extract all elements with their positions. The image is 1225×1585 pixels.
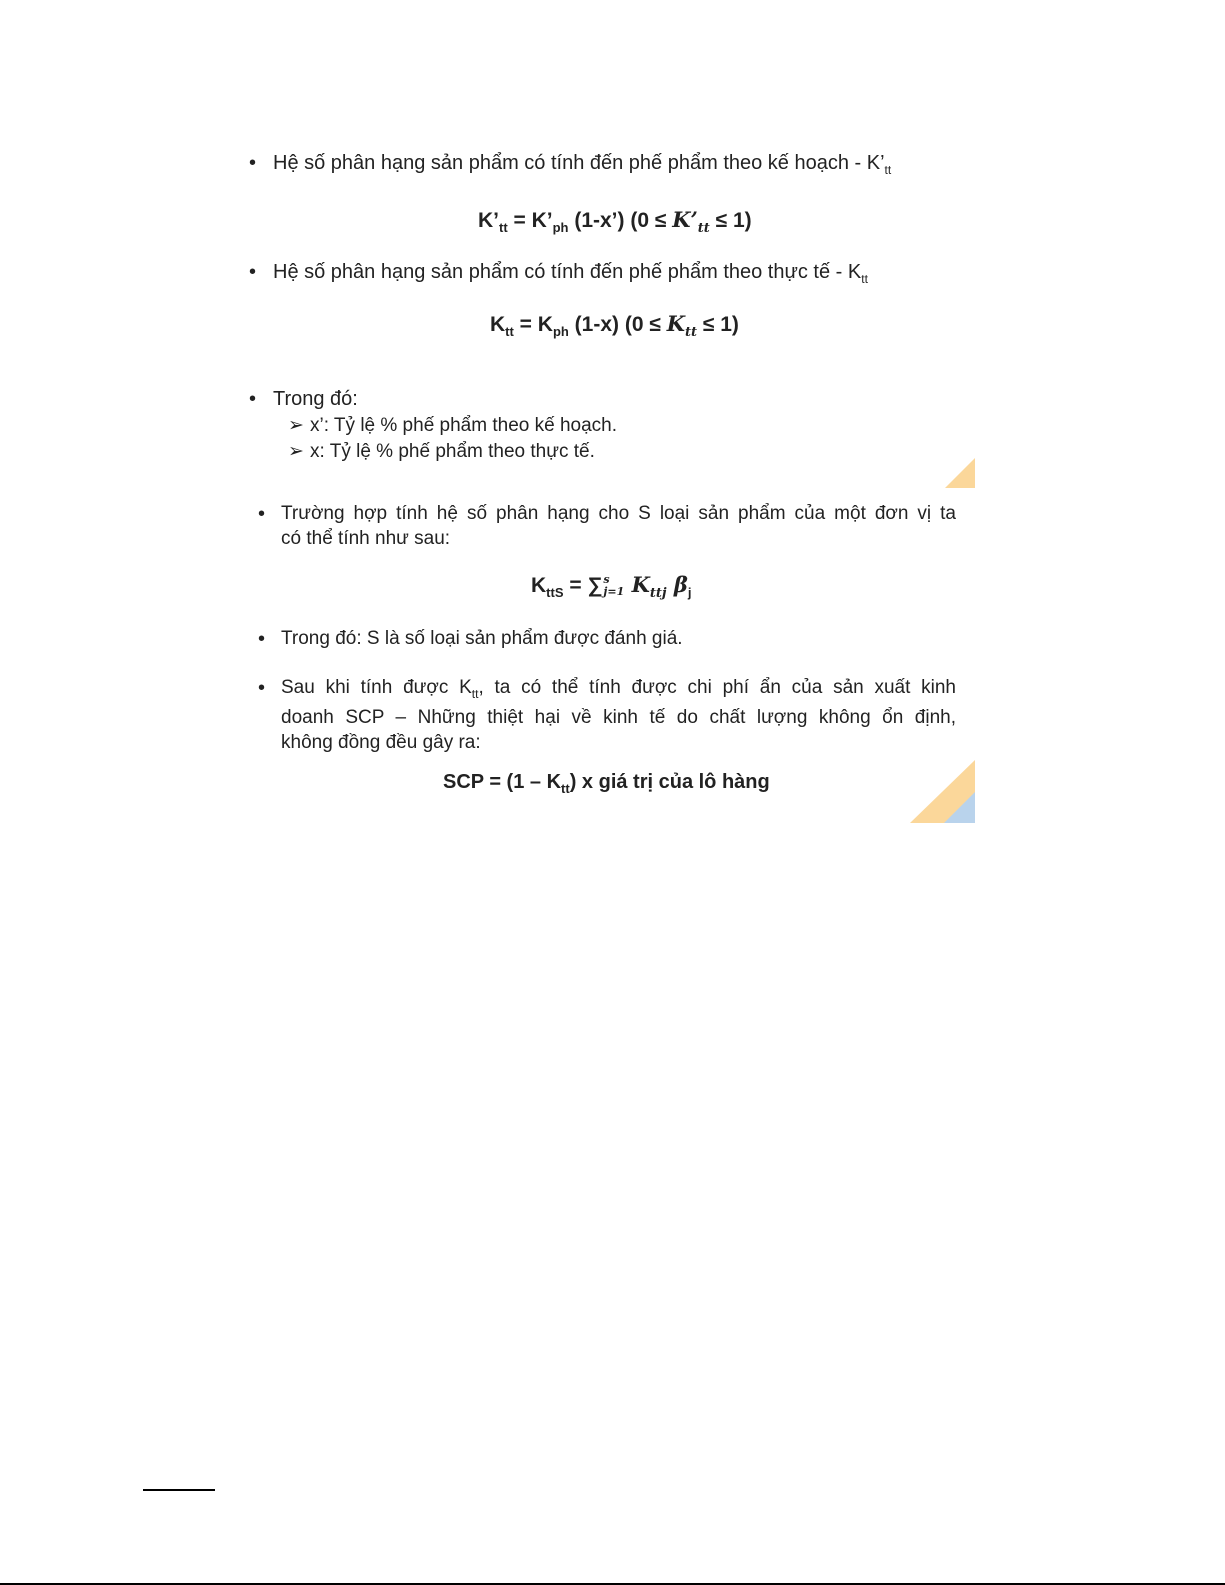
item-planned-ranking-coefficient: Hệ số phân hạng sản phẩm có tính đến phế phẩm theo kế hoạch - $K’_{tt}$ — [273, 152, 892, 177]
sub-item-actual-defect-rate: ➢ x: Tỷ lệ % phế phẩm theo thực tế. — [288, 441, 595, 462]
formula-scp: SCP = $(1 - K_{tt})$ x giá trị của lô hàng — [443, 771, 770, 796]
bullet-5: • — [258, 628, 266, 650]
item-actual-ranking-coefficient: Hệ số phân hạng sản phẩm có tính đến phế phẩm theo thực tế - $K_{tt}$ — [273, 261, 868, 286]
formula-s-types: $K_{ttS}$ = ∑ s j=1 $K_{ttj}$ $\beta_j$ — [531, 572, 692, 602]
item-where: Trong đó: — [273, 388, 358, 410]
decorative-corner-bottom — [910, 760, 975, 823]
bullet-6: • — [258, 677, 266, 699]
formula-planned: $K’_{tt}$ = $K’_{ph}$ (1-x’) $(0 \le K’_{tt} \le 1)$ — [478, 207, 752, 237]
item-s-definition: Trong đó: S là số loại sản phẩm được đánh giá. — [281, 628, 683, 649]
arrow-bullet-icon: ➢ — [288, 415, 304, 436]
bullet-3: • — [249, 388, 257, 410]
item-s-product-types: Trường hợp tính hệ số phân hạng cho S loại sản phẩm của một đơn vị ta có thể tính như sau: — [281, 503, 956, 549]
bullet-1: • — [249, 152, 257, 174]
footnote-separator — [143, 1489, 215, 1491]
decorative-corner-top — [945, 458, 975, 488]
item-hidden-cost: Sau khi tính được $K_{tt}$, ta có thể tính được chi phí ẩn của sản xuất kinh doanh SCP – Những thiệt hại về kinh tế do chất lượng không ổn định, không đồng đều gây ra: — [281, 677, 956, 753]
formula-actual: $K_{tt} = K_{ph}$ (1-x) $(0 \le K_{tt} \le 1)$ — [490, 311, 739, 341]
bullet-4: • — [258, 503, 266, 525]
sub-item-planned-defect-rate: ➢ x’: Tỷ lệ % phế phẩm theo kế hoạch. — [288, 415, 617, 436]
arrow-bullet-icon: ➢ — [288, 441, 304, 462]
bullet-2: • — [249, 261, 257, 283]
